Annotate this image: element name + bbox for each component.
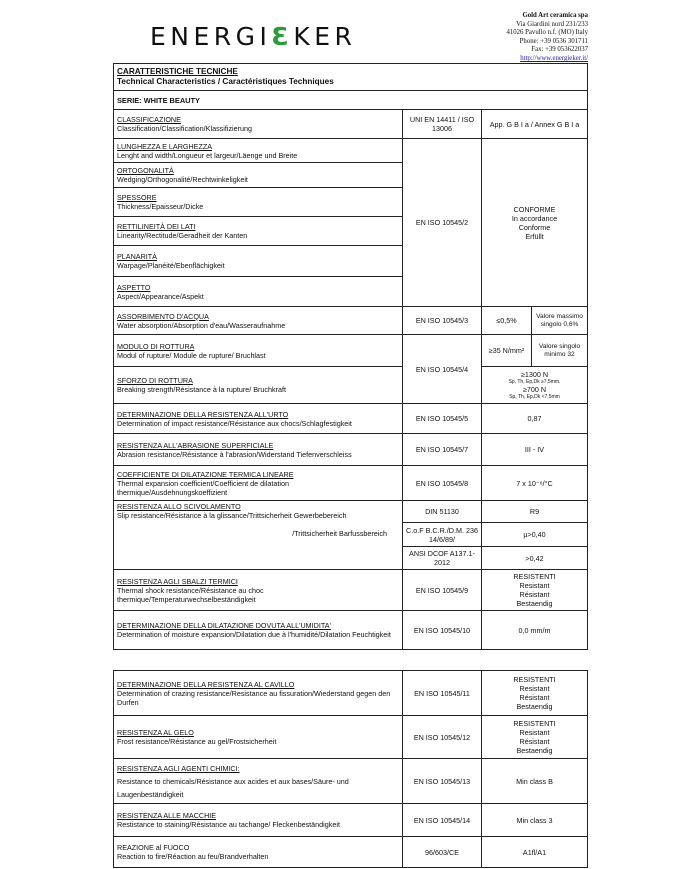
value-line: RESISTENTI <box>513 719 556 728</box>
table-header-row <box>114 64 588 91</box>
label-it: COEFFICIENTE DI DILATAZIONE TERMICA LINEARE <box>117 469 294 479</box>
row-gelo <box>114 716 588 759</box>
value-line: Résistant <box>519 693 550 702</box>
value-cell-ansi: >0,42 <box>482 547 588 570</box>
value-cell: 7 x 10⁻⁶/°C <box>482 466 588 501</box>
label-multi: Frost resistance/Résistance au gel/Frostsicherheit <box>117 737 277 746</box>
norm-cell-rottura: EN ISO 10545/4 <box>403 335 482 404</box>
norm-cell-cof: C.o.F B.C.R./D.M. 236 14/6/89/ <box>403 523 482 547</box>
norm-cell: EN ISO 10545/14 <box>403 804 482 837</box>
label-multi: Thermal expansion coefficient/Coefficient de dilatation thermique/Ausdehnungskoeffizient <box>117 478 289 497</box>
row-dilatazione <box>114 466 588 501</box>
row-sforzo <box>114 367 588 404</box>
label-multi: Wedging/Orthogonalité/Rechtwinkeligkeit <box>117 175 248 184</box>
label-multi: Linearity/Rectitude/Geradheit der Kanten <box>117 231 248 240</box>
company-address: Via Giardini nord 231/233 <box>516 20 588 28</box>
label-it: MODULO DI ROTTURA <box>117 341 195 351</box>
value-line: Bestaendig <box>516 702 553 711</box>
value-cell: III - IV <box>482 434 588 466</box>
label-it: DETERMINAZIONE DELLA DILATAZIONE DOVUTA ALL'UMIDITA' <box>117 621 331 630</box>
conforme-en: In accordance <box>511 213 558 223</box>
label-multi: Lenght and width/Longueur et largeur/Läenge und Breite <box>117 150 298 160</box>
label-it: PLANARITÀ <box>117 252 157 261</box>
norm-cell: EN ISO 10545/13 <box>403 759 482 804</box>
norm-cell: EN ISO 10545/8 <box>403 466 482 501</box>
label-it: RESISTENZA AGLI AGENTI CHIMICI: <box>117 763 240 773</box>
value-cell: Min class 3 <box>482 804 588 837</box>
label-multi: Water absorption/Absorption d'eau/Wasseraufnahme <box>117 320 286 330</box>
norm-cell: 96/603/CE <box>403 837 482 868</box>
serie-label: SERIE: WHITE BEAUTY <box>114 91 588 110</box>
sforzo-value-1: ≥1300 N <box>520 370 549 379</box>
norm-cell: EN ISO 10545/5 <box>403 404 482 434</box>
value-cell: 0,0 mm/m <box>482 611 588 650</box>
value-line: RESISTENTI <box>513 675 556 684</box>
label-multi: Restistance to staining/Résistance au tachange/ Fleckenbeständigkeit <box>117 820 340 829</box>
label-multi: Modul of rupture/ Module de rupture/ Bruchlast <box>117 350 266 360</box>
sforzo-note-1: Sp, Th, Ep,Dk ≥7,5mm. <box>508 379 561 385</box>
label-it: REAZIONE al FUOCO <box>117 843 190 852</box>
label-it: RESISTENZA AGLI SBALZI TERMICI <box>117 576 238 586</box>
row-urto <box>114 404 588 434</box>
label-multi: Abrasion resistance/Résistance à l'abrasion/Widerstand Tiefenverschleiss <box>117 449 352 459</box>
logo-text-left: ENERGI <box>150 22 272 51</box>
row-macchie <box>114 804 588 837</box>
row-umidita <box>114 611 588 650</box>
norm-cell-din: DIN 51130 <box>403 501 482 523</box>
brand-logo <box>150 22 356 51</box>
label-multi: Resistance to chemicals/Résistance aux acides et aux bases/Säure- und Laugenbeständigkeit <box>117 776 349 799</box>
norm-cell: EN ISO 10545/3 <box>403 307 482 335</box>
label-it: CLASSIFICAZIONE <box>117 115 181 124</box>
value-cell-sforzo <box>482 367 588 404</box>
company-website-link[interactable]: http://www.energieker.it/ <box>520 54 588 62</box>
value-cell <box>482 716 588 759</box>
label-it: RESISTENZA ALLE MACCHIE <box>117 811 217 820</box>
label-multi-2: /Trittsicherheit Barfussbereich <box>292 529 387 538</box>
row-fuoco <box>114 837 588 868</box>
row-abrasione <box>114 434 588 466</box>
label-multi: Warpage/Planéité/Ebenflächigkeit <box>117 261 225 270</box>
label-it: LUNGHEZZA E LARGHEZZA <box>117 141 213 151</box>
label-it: DETERMINAZIONE DELLA RESISTENZA AL CAVILLO <box>117 679 295 689</box>
label-it: RESISTENZA ALL'ABRASIONE SUPERFICIALE <box>117 440 274 450</box>
label-it: RESISTENZA AL GELO <box>117 728 194 737</box>
company-phone: Phone: +39 0536 301711 <box>519 37 588 45</box>
value-line: RESISTENTI <box>513 572 556 581</box>
table-title: CARATTERISTICHE TECNICHE <box>117 67 238 76</box>
value-line: Résistant <box>519 737 550 746</box>
norm-cell: EN ISO 10545/12 <box>403 716 482 759</box>
technical-table <box>113 63 588 650</box>
norm-cell: EN ISO 10545/9 <box>403 570 482 611</box>
row-modulo <box>114 335 588 367</box>
sforzo-note-2: Sp, Th, Ep,Dk <7,5mm <box>509 394 560 400</box>
label-it: ORTOGONALITÀ <box>117 166 174 175</box>
label-multi: Slip resistance/Résistance à la glissance/Trittsicherheit Gewerbebereich <box>117 511 347 520</box>
label-multi: Determination of impact resistance/Résistance aux chocs/Schlagfestigkeit <box>117 418 352 428</box>
value-cell-dimensional <box>482 139 588 307</box>
value-cell: A1fl/A1 <box>482 837 588 868</box>
row-cavillo <box>114 671 588 716</box>
company-info <box>438 12 588 64</box>
row-lunghezza <box>114 139 588 163</box>
label-it: DETERMINAZIONE DELLA RESISTENZA ALL'URTO <box>117 409 289 419</box>
note-cell: Valore massimo singolo 0,6% <box>532 307 588 335</box>
value-cell: Min class B <box>482 759 588 804</box>
label-multi: Thickness/Epaisseur/Dicke <box>117 202 204 211</box>
row-scivolamento <box>114 501 588 523</box>
value-cell-din: R9 <box>482 501 588 523</box>
company-city: 41026 Pavullo n.f. (MO) Italy <box>506 29 588 37</box>
label-multi: Aspect/Appearance/Aspekt <box>117 291 204 301</box>
value-line: Resistant <box>519 581 550 590</box>
norm-cell-dimensional: EN ISO 10545/2 <box>403 139 482 307</box>
value-line: Resistant <box>519 728 550 737</box>
label-it: SFORZO DI ROTTURA <box>117 376 193 385</box>
conforme-de: Erfüllt <box>525 231 544 241</box>
table-subtitle: Technical Characteristics / Caractéristiques Techniques <box>117 77 334 86</box>
row-assorbimento <box>114 307 588 335</box>
sforzo-value-2: ≥700 N <box>522 385 547 394</box>
note-cell: Valore singolo minimo 32 <box>532 335 588 367</box>
label-multi: Classification/Classification/Klassifizierung <box>117 124 253 133</box>
label-it: RESISTENZA ALLO SCIVOLAMENTO <box>117 502 241 511</box>
row-sbalzi <box>114 570 588 611</box>
value-cell: ≤0,5% <box>482 307 532 335</box>
value-cell: ≥35 N/mm² <box>482 335 532 367</box>
value-cell: App. G B I a / Annex G B I a <box>482 110 588 139</box>
norm-cell: UNI EN 14411 / ISO 13006 <box>403 110 482 139</box>
label-it: SPESSORE <box>117 193 157 202</box>
norm-cell-ansi: ANSI DCOF A137.1-2012 <box>403 547 482 570</box>
value-cell: 0,87 <box>482 404 588 434</box>
norm-cell: EN ISO 10545/10 <box>403 611 482 650</box>
label-it: ASPETTO <box>117 282 151 292</box>
norm-cell: EN ISO 10545/11 <box>403 671 482 716</box>
label-it: RETTILINEITÀ DEI LATI <box>117 222 196 231</box>
conforme-fr: Conforme <box>518 222 551 232</box>
value-line: Résistant <box>519 590 550 599</box>
serie-row <box>114 91 588 110</box>
value-line: Bestaendig <box>516 599 553 608</box>
label-multi: Determination of crazing resistance/Resistance au fissuration/Wiederstand gegen den Durfen <box>117 688 391 707</box>
label-multi: Determination of moisture expansion/Dilatation due à l'humidité/Dilatation Feuchtigkeit <box>117 630 391 639</box>
value-cell-cof: µ>0,40 <box>482 523 588 547</box>
value-cell <box>482 671 588 716</box>
company-fax: Fax: +39 053622037 <box>531 46 588 54</box>
conforme-it: CONFORME <box>513 204 556 214</box>
company-name: Gold Art ceramica spa <box>522 12 588 19</box>
row-classificazione <box>114 110 588 139</box>
value-line: Bestaendig <box>516 746 553 755</box>
label-multi: Breaking strength/Résistance à la rupture/ Bruchkraft <box>117 385 286 394</box>
label-multi: Thermal shock resistance/Résistance au choc thermique/Temperaturwechselbeständigkeit <box>117 585 264 604</box>
logo-text-right: KER <box>293 22 357 51</box>
value-cell <box>482 570 588 611</box>
label-multi: Reaction to fire/Réaction au feu/Brandverhalten <box>117 852 269 861</box>
row-chimici <box>114 759 588 804</box>
logo-e-mark-icon: Ɛ <box>271 22 294 51</box>
value-line: Resistant <box>519 684 550 693</box>
norm-cell: EN ISO 10545/7 <box>403 434 482 466</box>
label-it: ASSORBIMENTO D'ACQUA <box>117 311 209 321</box>
technical-table-continued <box>113 670 588 868</box>
